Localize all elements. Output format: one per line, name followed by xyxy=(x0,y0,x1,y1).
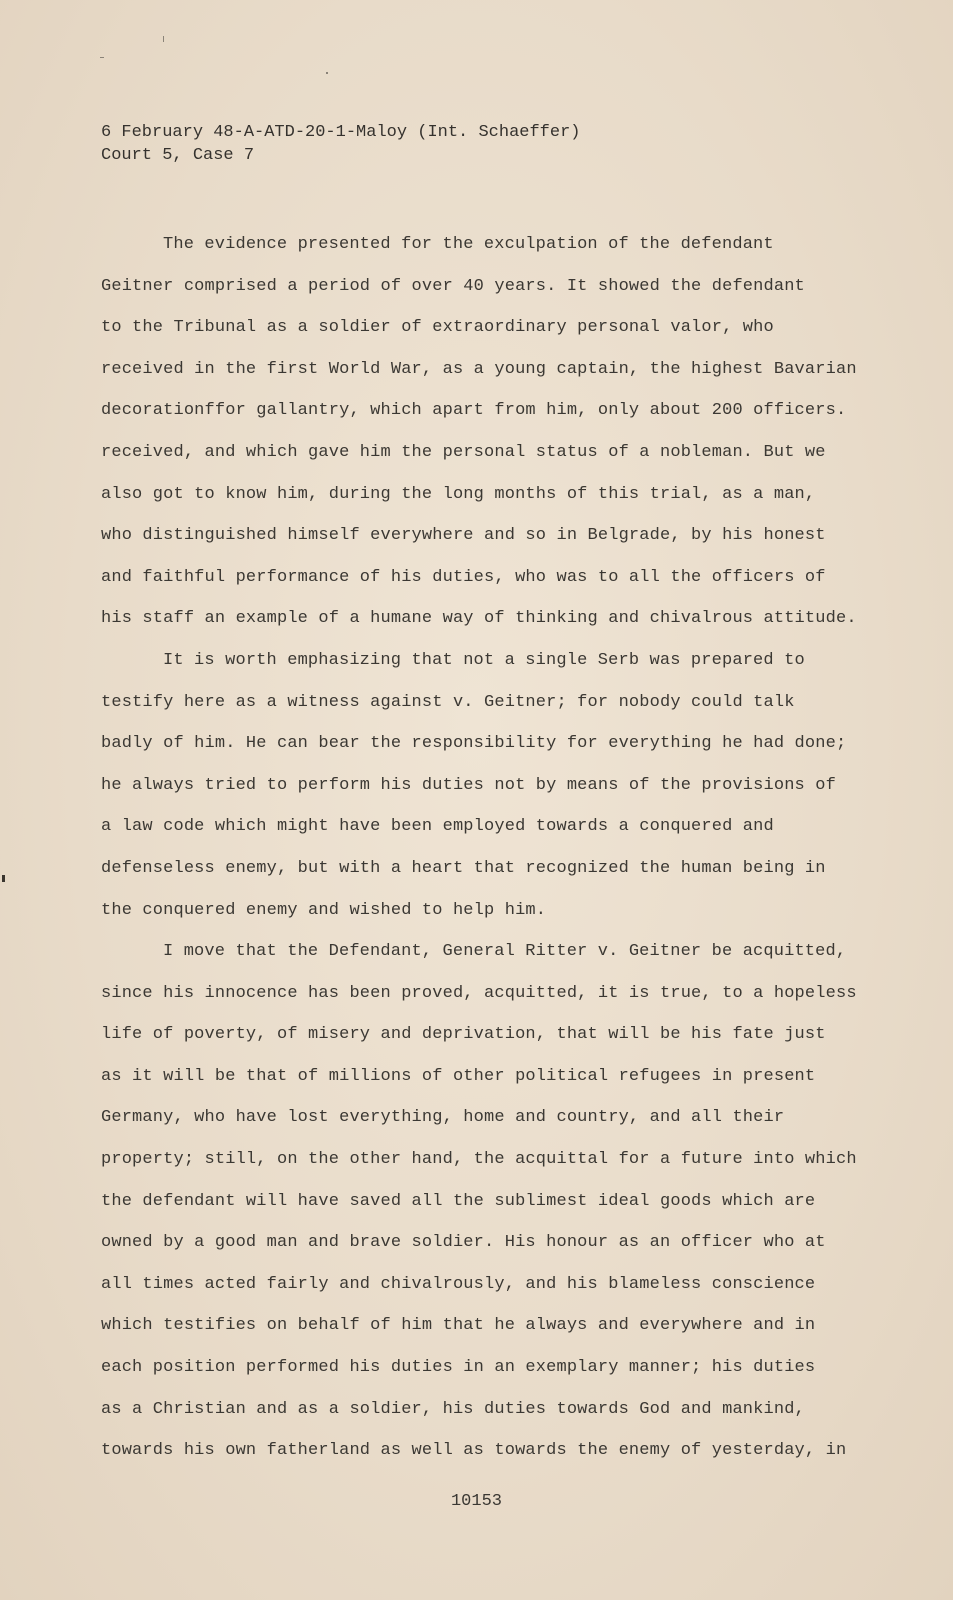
text-line: which testifies on behalf of him that he always and everywhere and in xyxy=(101,1316,816,1336)
text-line: also got to know him, during the long months of this trial, as a man, xyxy=(101,484,816,504)
text-line: the defendant will have saved all the sublimest ideal goods which are xyxy=(101,1191,816,1211)
text-line: a law code which might have been employed towards a conquered and xyxy=(101,817,774,837)
page-number: 10153 xyxy=(450,1492,502,1511)
document-header xyxy=(101,121,580,167)
text-line: decorationffor gallantry, which apart from him, only about 200 officers. xyxy=(101,401,847,421)
text-line: and faithful performance of his duties, who was to all the officers of xyxy=(101,567,826,587)
text-line: Geitner comprised a period of over 40 years. It showed the defendant xyxy=(101,276,805,296)
text-line: he always tried to perform his duties not by means of the provisions of xyxy=(101,775,836,795)
paper-speck xyxy=(326,72,328,74)
text-line: The evidence presented for the exculpation of the defendant xyxy=(163,235,774,254)
text-line: received, and which gave him the personal status of a nobleman. But we xyxy=(101,442,826,462)
text-line: to the Tribunal as a soldier of extraordinary personal valor, who xyxy=(101,318,774,338)
text-line: It is worth emphasizing that not a single Serb was prepared to xyxy=(163,650,805,670)
text-line: as it will be that of millions of other political refugees in present xyxy=(101,1066,816,1086)
text-line: testify here as a witness against v. Geitner; for nobody could talk xyxy=(101,692,795,712)
text-line: badly of him. He can bear the responsibility for everything he had done; xyxy=(101,734,847,754)
document-body xyxy=(101,224,861,1472)
header-court-case: Court 5, Case 7 xyxy=(101,146,255,165)
text-line: all times acted fairly and chivalrously, and his blameless conscience xyxy=(101,1274,816,1294)
text-line: received in the first World War, as a young captain, the highest Bavarian xyxy=(101,359,857,379)
text-line: his staff an example of a humane way of thinking and chivalrous attitude. xyxy=(101,609,857,629)
text-line: life of poverty, of misery and deprivation, that will be his fate just xyxy=(101,1025,826,1045)
text-line: property; still, on the other hand, the acquittal for a future into which xyxy=(101,1150,857,1170)
paper-speck xyxy=(2,875,5,882)
text-line: towards his own fatherland as well as towards the enemy of yesterday, in xyxy=(101,1441,847,1461)
text-line: Germany, who have lost everything, home and country, and all their xyxy=(101,1108,785,1128)
paper-speck xyxy=(163,36,164,42)
text-line: since his innocence has been proved, acquitted, it is true, to a hopeless xyxy=(101,983,857,1003)
text-line: I move that the Defendant, General Ritter v. Geitner be acquitted, xyxy=(163,942,847,962)
text-line: who distinguished himself everywhere and so in Belgrade, by his honest xyxy=(101,526,826,546)
text-line: the conquered enemy and wished to help him. xyxy=(101,900,547,920)
paper-speck xyxy=(100,57,104,58)
text-line: owned by a good man and brave soldier. His honour as an officer who at xyxy=(101,1233,826,1253)
text-line: defenseless enemy, but with a heart that recognized the human being in xyxy=(101,858,826,878)
text-line: as a Christian and as a soldier, his duties towards God and mankind, xyxy=(101,1399,805,1419)
text-line: each position performed his duties in an exemplary manner; his duties xyxy=(101,1358,816,1378)
header-date-reference: 6 February 48-A-ATD-20-1-Maloy (Int. Schaeffer) xyxy=(101,123,581,142)
